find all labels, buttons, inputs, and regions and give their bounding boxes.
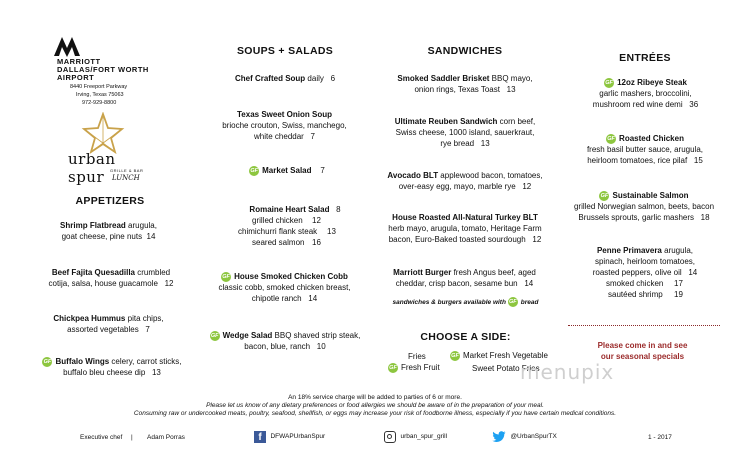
instagram-icon <box>384 431 396 443</box>
menu-item: Chef Crafted Soup daily 6 <box>234 74 336 83</box>
side-fries: Fries <box>408 352 426 361</box>
item-price: 7 <box>310 132 315 141</box>
sides-heading: CHOOSE A SIDE: <box>420 331 511 343</box>
item-price: 15 <box>693 156 703 165</box>
address-line-2: Irving, Texas 75063 <box>76 92 124 98</box>
item-name: Buffalo Wings <box>55 357 110 366</box>
footer-separator: | <box>131 434 133 441</box>
item-price: 13 <box>506 85 516 94</box>
item-price: 13 <box>480 139 490 148</box>
item-price: 13 <box>151 368 161 377</box>
menu-item: Smoked Saddler Brisket BBQ mayo, onion rings, Texas Toast 13 <box>397 74 533 94</box>
seasonal-specials: Please come in and see our seasonal specials <box>597 341 688 361</box>
item-name: Wedge Salad <box>222 331 273 340</box>
menu-item: GF Sustainable Salmon grilled Norwegian salmon, beets, bacon Brussels sprouts, garlic mashers 18 <box>573 191 715 222</box>
menu-version: 1 - 2017 <box>648 434 672 441</box>
address-line-1: 8440 Freeport Parkway <box>70 84 128 90</box>
item-name: Romaine Heart Salad <box>249 205 330 214</box>
phone-number: 972-929-8800 <box>82 100 117 106</box>
item-price: 18 <box>700 213 710 222</box>
item-price: 10 <box>316 342 326 351</box>
menu-item: GF House Smoked Chicken Cobb classic cobb, smoked chicken breast, chipotle ranch 14 <box>218 272 351 303</box>
item-name: Chickpea Hummus <box>53 314 126 323</box>
menu-item: Marriott Burger fresh Angus beef, aged cheddar, crisp bacon, sesame bun 14 <box>393 268 536 288</box>
gluten-free-icon: GF <box>250 167 258 174</box>
item-price: 14 <box>308 294 318 303</box>
menu-item: GF Wedge Salad BBQ shaved strip steak, bacon, blue, ranch 10 <box>210 331 361 351</box>
soups-salads-heading: SOUPS + SALADS <box>236 45 334 57</box>
restaurant-name: urban spur <box>68 150 116 186</box>
side-sweet-potato-fries: Sweet Potato Fries <box>472 364 540 373</box>
side-fresh-fruit: GF Fresh Fruit <box>389 363 440 372</box>
urban-spur-logo <box>70 112 150 184</box>
menu-item: Romaine Heart Salad 8 grilled chicken 12 chimichurri flank steak 13 seared salmon 16 <box>238 205 341 247</box>
item-price: 8 <box>336 205 341 214</box>
menu-item: Beef Fajita Quesadilla crumbled cotija, salsa, house guacamole 12 <box>48 268 174 288</box>
item-price: 14 <box>146 232 156 241</box>
gluten-free-icon: GF <box>605 79 613 86</box>
gluten-free-icon: GF <box>451 352 459 359</box>
menu-item: Chickpea Hummus pita chips, assorted vegetables 7 <box>53 314 164 334</box>
marriott-name: MARRIOTT <box>57 57 101 66</box>
facebook-link[interactable]: f DFWAPUrbanSpur <box>254 428 325 442</box>
menu-item: Ultimate Reuben Sandwich corn beef, Swiss cheese, 1000 island, sauerkraut, rye bread 13 <box>394 117 536 148</box>
item-name: Penne Primavera <box>596 246 662 255</box>
executive-chef-name: Adam Porras <box>147 434 185 441</box>
item-name: Chef Crafted Soup <box>234 74 306 83</box>
item-name: Market Salad <box>262 166 312 175</box>
item-name: House Smoked Chicken Cobb <box>234 272 348 281</box>
gluten-free-icon: GF <box>508 299 517 306</box>
marriott-location: DALLAS/FORT WORTH <box>57 65 149 74</box>
item-price: 6 <box>330 74 336 83</box>
menu-item: Penne Primavera arugula, spinach, heirloom tomatoes, roasted peppers, olive oil 14 smoked chicken 17 sautéed shrimp 19 <box>592 246 698 299</box>
item-price: 12 <box>164 279 174 288</box>
item-price: 12 <box>522 182 532 191</box>
sandwiches-heading: SANDWICHES <box>427 45 503 57</box>
menu-item: Texas Sweet Onion Soup brioche crouton, Swiss, manchego, white cheddar 7 <box>222 110 347 141</box>
facebook-icon: f <box>254 431 266 443</box>
menu-item: GF Buffalo Wings celery, carrot sticks, buffalo bleu cheese dip 13 <box>43 357 182 377</box>
gluten-free-icon: GF <box>600 192 609 199</box>
gluten-free-icon: GF <box>43 358 52 365</box>
menu-item: GF 12oz Ribeye Steak garlic mashers, broccolini, mushroom red wine demi 36 <box>592 78 699 109</box>
consumption-warning: Consuming raw or undercooked meats, poultry, seafood, shellfish, or eggs may increase your risk of foodborne illness, especially if you have certain medical conditions. <box>133 410 617 417</box>
item-price: 12 <box>532 235 542 244</box>
item-name: Texas Sweet Onion Soup <box>237 110 332 119</box>
marriott-logo <box>52 35 82 57</box>
item-name: Roasted Chicken <box>619 134 684 143</box>
menu-item: Avocado BLT applewood bacon, tomatoes, over-easy egg, mayo, marble rye 12 <box>387 171 543 191</box>
allergy-note: Please let us know of any dietary preferences or food allergies we should be aware of in the preparation of your meal. <box>206 402 544 409</box>
menu-item: Shrimp Flatbread arugula, goat cheese, pine nuts 14 <box>60 221 157 241</box>
watermark: menupix <box>520 360 615 384</box>
gluten-free-icon: GF <box>222 273 230 280</box>
appetizers-heading: APPETIZERS <box>75 195 145 207</box>
side-market-vegetable: GF Market Fresh Vegetable <box>451 351 548 360</box>
menu-item: GF Roasted Chicken fresh basil butter sauce, arugula, heirloom tomatoes, rice pilaf 15 <box>586 134 704 165</box>
service-charge-note: An 18% service charge will be added to parties of 6 or more. <box>288 394 462 401</box>
gf-bread-note: sandwiches & burgers available with GF bread <box>392 299 539 306</box>
meal-label: LUNCH <box>112 174 140 182</box>
gluten-free-icon: GF <box>389 364 397 371</box>
instagram-link[interactable]: urban_spur_grill <box>384 428 447 442</box>
item-name: Smoked Saddler Brisket <box>397 74 490 83</box>
menu-item: House Roasted All-Natural Turkey BLT herb mayo, arugula, tomato, Heritage Farm bacon, Euro-Baked toasted sourdough 12 <box>388 213 542 244</box>
gluten-free-icon: GF <box>607 135 615 142</box>
item-name: Shrimp Flatbread <box>60 221 126 230</box>
marriott-m-icon <box>52 35 82 57</box>
gluten-free-icon: GF <box>210 332 219 339</box>
executive-chef-label: Executive chef <box>80 434 123 441</box>
restaurant-subtitle: GRILLE & BAR <box>110 168 144 173</box>
twitter-icon <box>492 431 506 443</box>
item-price: 14 <box>524 279 534 288</box>
item-name: House Roasted All-Natural Turkey BLT <box>392 213 538 222</box>
item-name: Ultimate Reuben Sandwich <box>394 117 498 126</box>
item-price: 7 <box>320 166 325 175</box>
item-name: Avocado BLT <box>387 171 439 180</box>
item-price: 14 <box>688 268 698 277</box>
item-name: Beef Fajita Quesadilla <box>51 268 135 277</box>
twitter-link[interactable]: @UrbanSpurTX <box>492 428 557 442</box>
item-name: Marriott Burger <box>393 268 452 277</box>
entrees-heading: ENTRÉES <box>619 52 671 64</box>
marriott-location-2: AIRPORT <box>57 73 95 82</box>
item-name: 12oz Ribeye Steak <box>617 78 687 87</box>
item-name: Sustainable Salmon <box>612 191 689 200</box>
menu-item <box>232 165 342 176</box>
item-price: 7 <box>145 325 150 334</box>
item-price: 36 <box>689 100 699 109</box>
seasonal-divider <box>568 325 720 326</box>
